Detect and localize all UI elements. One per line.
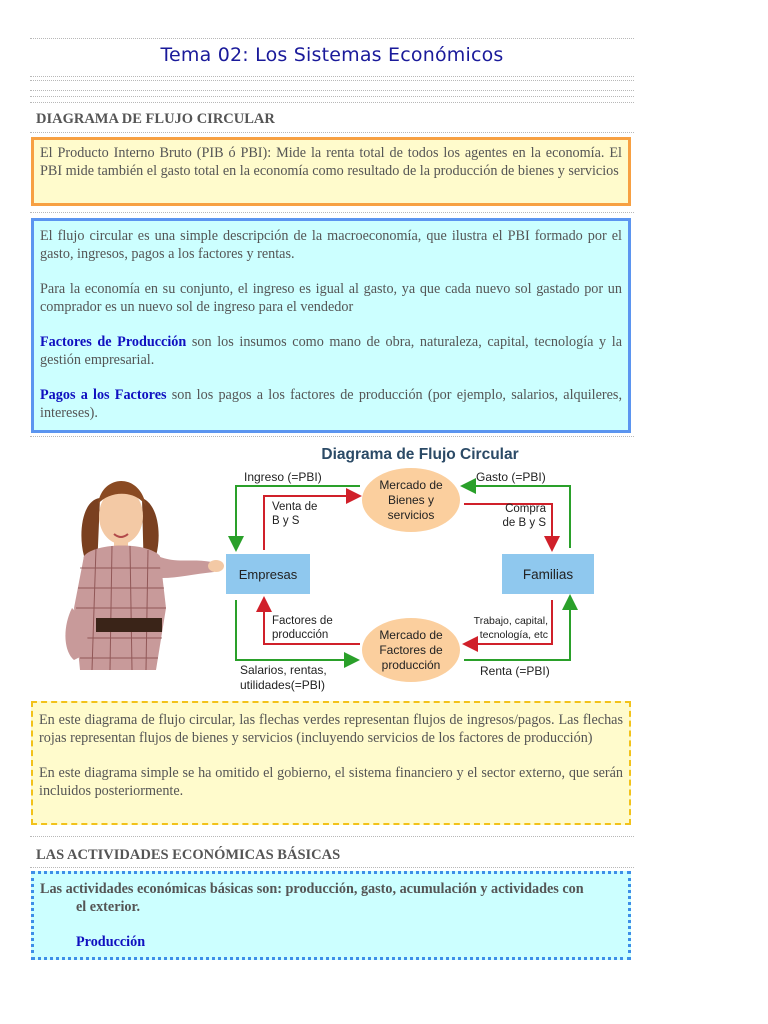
salarios-label-2: utilidades(=PBI) — [240, 678, 326, 692]
salarios-label-1: Salarios, rentas, — [240, 663, 327, 677]
paragraph — [40, 386, 622, 422]
mercado-bienes-line1: Mercado de — [379, 478, 443, 492]
divider — [30, 867, 634, 868]
divider — [30, 436, 634, 437]
section-heading-diagrama: DIAGRAMA DE FLUJO CIRCULAR — [36, 111, 275, 127]
venta-label-2: B y S — [272, 515, 300, 527]
factores-label-2: producción — [272, 629, 329, 641]
trabajo-label-2: tecnología, etc — [479, 629, 548, 641]
familias-label: Familias — [522, 567, 574, 582]
ingreso-label: Ingreso (=PBI) — [244, 470, 322, 484]
compra-label-1: Compra — [505, 503, 546, 515]
flujo-explanation-box — [31, 218, 631, 433]
venta-label-1: Venta de — [272, 501, 318, 513]
paragraph — [40, 333, 622, 369]
diagram-title: Diagrama de Flujo Circular — [321, 446, 519, 463]
term-pagos: Pagos a los Factores — [40, 387, 167, 403]
divider — [30, 38, 634, 39]
mercado-bienes-line2: Bienes y — [387, 493, 435, 507]
empresas-label: Empresas — [238, 567, 298, 582]
note-paragraph: En este diagrama de flujo circular, las flechas verdes representan flujos de ingresos/pagos. Las flechas rojas representan flujos de bienes y servicios (incluyendo servicios de los factores de producción) — [39, 712, 623, 746]
mercado-factores-line3: producción — [381, 658, 441, 672]
actividades-box — [31, 871, 631, 960]
page-title: Tema 02: Los Sistemas Económicos — [160, 44, 504, 66]
divider — [30, 836, 634, 837]
trabajo-label-1: Trabajo, capital, — [473, 615, 548, 627]
section-heading-actividades: LAS ACTIVIDADES ECONÓMICAS BÁSICAS — [36, 847, 341, 863]
factores-label-1: Factores de — [272, 615, 333, 627]
flujo-circular-diagram — [36, 438, 636, 698]
gasto-label: Gasto (=PBI) — [476, 470, 546, 484]
divider — [30, 212, 634, 213]
pib-text: El Producto Interno Bruto (PIB ó PBI): Mide la renta total de todos los agentes en la economía. El PBI mide también el gasto total en la economía como resultado de la producción de bienes y servicios — [40, 145, 622, 179]
mercado-factores-line1: Mercado de — [379, 628, 443, 642]
divider — [30, 132, 634, 133]
divider — [30, 102, 634, 103]
paragraph: El flujo circular es una simple descripción de la macroeconomía, que ilustra el PBI formado por el gasto, ingresos, pagos a los factores y rentas. — [40, 228, 622, 262]
divider — [30, 76, 634, 77]
divider — [30, 96, 634, 97]
mercado-bienes-line3: servicios — [387, 508, 435, 522]
term-factores: Factores de Producción — [40, 334, 187, 350]
divider — [30, 90, 634, 91]
divider — [30, 80, 634, 81]
actividades-intro-cont: el exterior. — [76, 899, 141, 915]
produccion-heading: Producción — [76, 934, 146, 950]
pib-definition-box — [31, 137, 631, 206]
paragraph: Para la economía en su conjunto, el ingreso es igual al gasto, ya que cada nuevo sol gastado por un comprador es un nuevo sol de ingreso para el vendedor — [40, 281, 622, 315]
mercado-factores-line2: Factores de — [379, 643, 443, 657]
compra-label-2: de B y S — [502, 517, 546, 529]
note-paragraph: En este diagrama simple se ha omitido el gobierno, el sistema financiero y el sector externo, que serán incluidos posteriormente. — [39, 765, 623, 799]
actividades-intro: Las actividades económicas básicas son: producción, gasto, acumulación y actividades con — [40, 881, 584, 897]
renta-label: Renta (=PBI) — [480, 664, 550, 678]
woman-illustration — [65, 481, 224, 670]
notes-box — [31, 701, 631, 825]
paragraph-text: son los pagos a los factores de producción (por ejemplo, salarios, alquileres, intereses). — [40, 387, 623, 421]
paragraph-text: son los insumos como mano de obra, naturaleza, capital, tecnología y la gestión empresarial. — [40, 334, 622, 368]
